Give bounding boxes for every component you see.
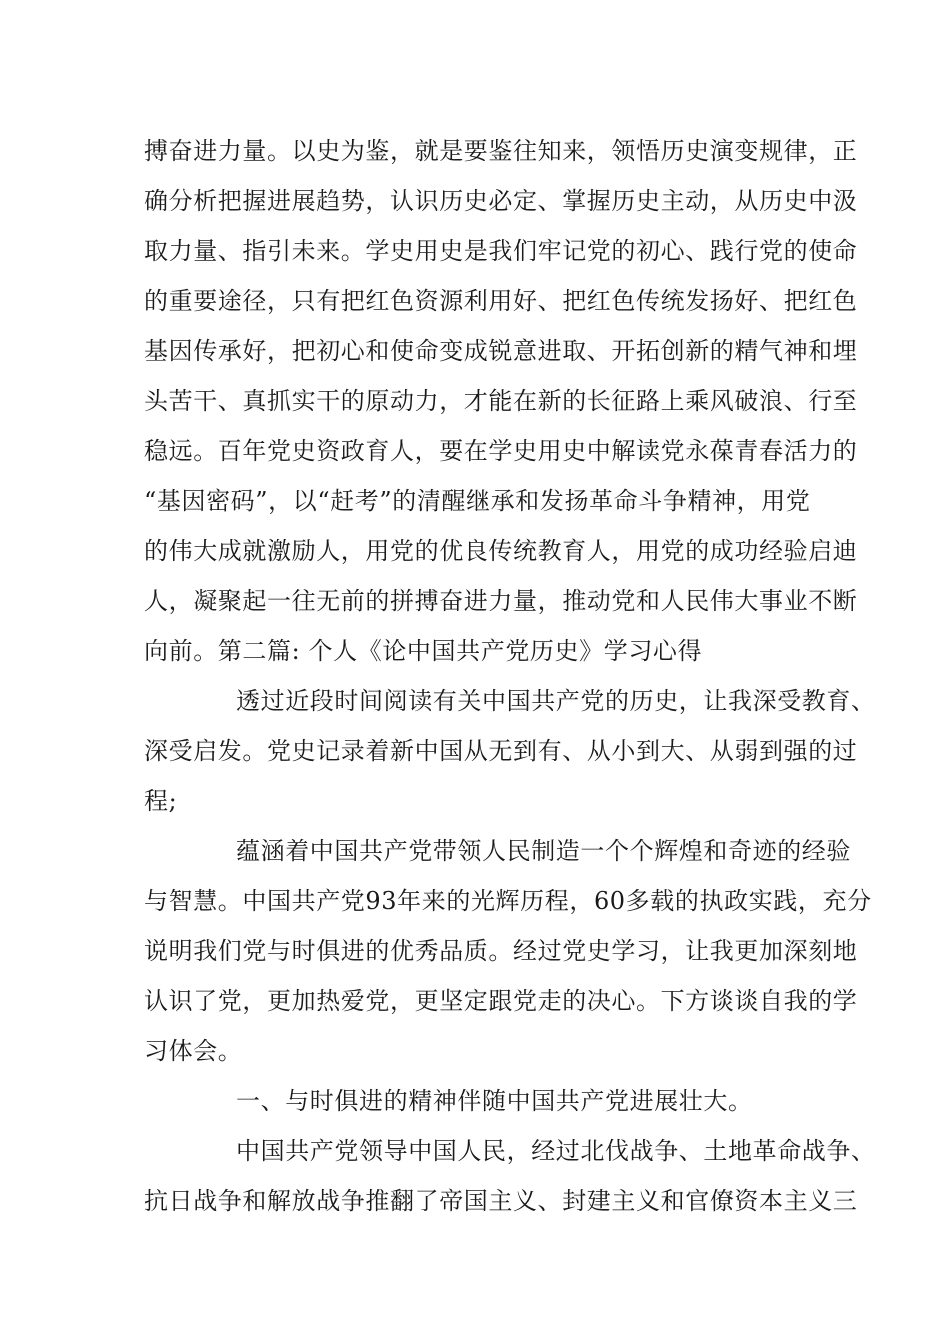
section-heading-line: 向前。第二篇: 个人《论中国共产党历史》学习心得 [144, 637, 703, 665]
paragraph-start-line: 透过近段时间阅读有关中国共产党的历史，让我深受教育、 [236, 687, 876, 715]
subheading-line: 一、与时俱进的精神伴随中国共产党进展壮大。 [236, 1087, 753, 1115]
text-line: 的重要途径，只有把红色资源利用好、把红色传统发扬好、把红色 [144, 287, 858, 315]
text-line: 深受启发。党史记录着新中国从无到有、从小到大、从弱到强的过 [144, 737, 858, 765]
text-line: 搏奋进力量。以史为鉴，就是要鉴往知来，领悟历史演变规律，正 [144, 137, 858, 165]
text-line: 头苦干、真抓实干的原动力，才能在新的长征路上乘风破浪、行至 [144, 387, 858, 415]
text-line: 说明我们党与时俱进的优秀品质。经过党史学习，让我更加深刻地 [144, 937, 858, 965]
text-line: 人，凝聚起一往无前的拼搏奋进力量，推动党和人民伟大事业不断 [144, 587, 858, 615]
text-line: 程; [144, 787, 178, 815]
text-line: 稳远。百年党史资政育人，要在学史用史中解读党永葆青春活力的 [144, 437, 858, 465]
text-line: 确分析把握进展趋势，认识历史必定、掌握历史主动，从历史中汲 [144, 187, 858, 215]
text-line: “基因密码”，以“赶考”的清醒继承和发扬革命斗争精神，用党 [144, 487, 811, 515]
paragraph-start-line: 蕴涵着中国共产党带领人民制造一个个辉煌和奇迹的经验 [236, 837, 851, 865]
text-line: 基因传承好，把初心和使命变成锐意进取、开拓创新的精气神和埋 [144, 337, 858, 365]
paragraph-start-line: 中国共产党领导中国人民，经过北伐战争、土地革命战争、 [236, 1137, 876, 1165]
text-line: 取力量、指引未来。学史用史是我们牢记党的初心、践行党的使命 [144, 237, 858, 265]
text-line: 习体会。 [144, 1037, 243, 1065]
text-line: 与智慧。中国共产党93年来的光辉历程，60多载的执政实践，充分 [144, 887, 872, 915]
text-line: 的伟大成就激励人，用党的优良传统教育人，用党的成功经验启迪 [144, 537, 858, 565]
text-line: 认识了党，更加热爱党，更坚定跟党走的决心。下方谈谈自我的学 [144, 987, 858, 1015]
text-line: 抗日战争和解放战争推翻了帝国主义、封建主义和官僚资本主义三 [144, 1187, 858, 1215]
